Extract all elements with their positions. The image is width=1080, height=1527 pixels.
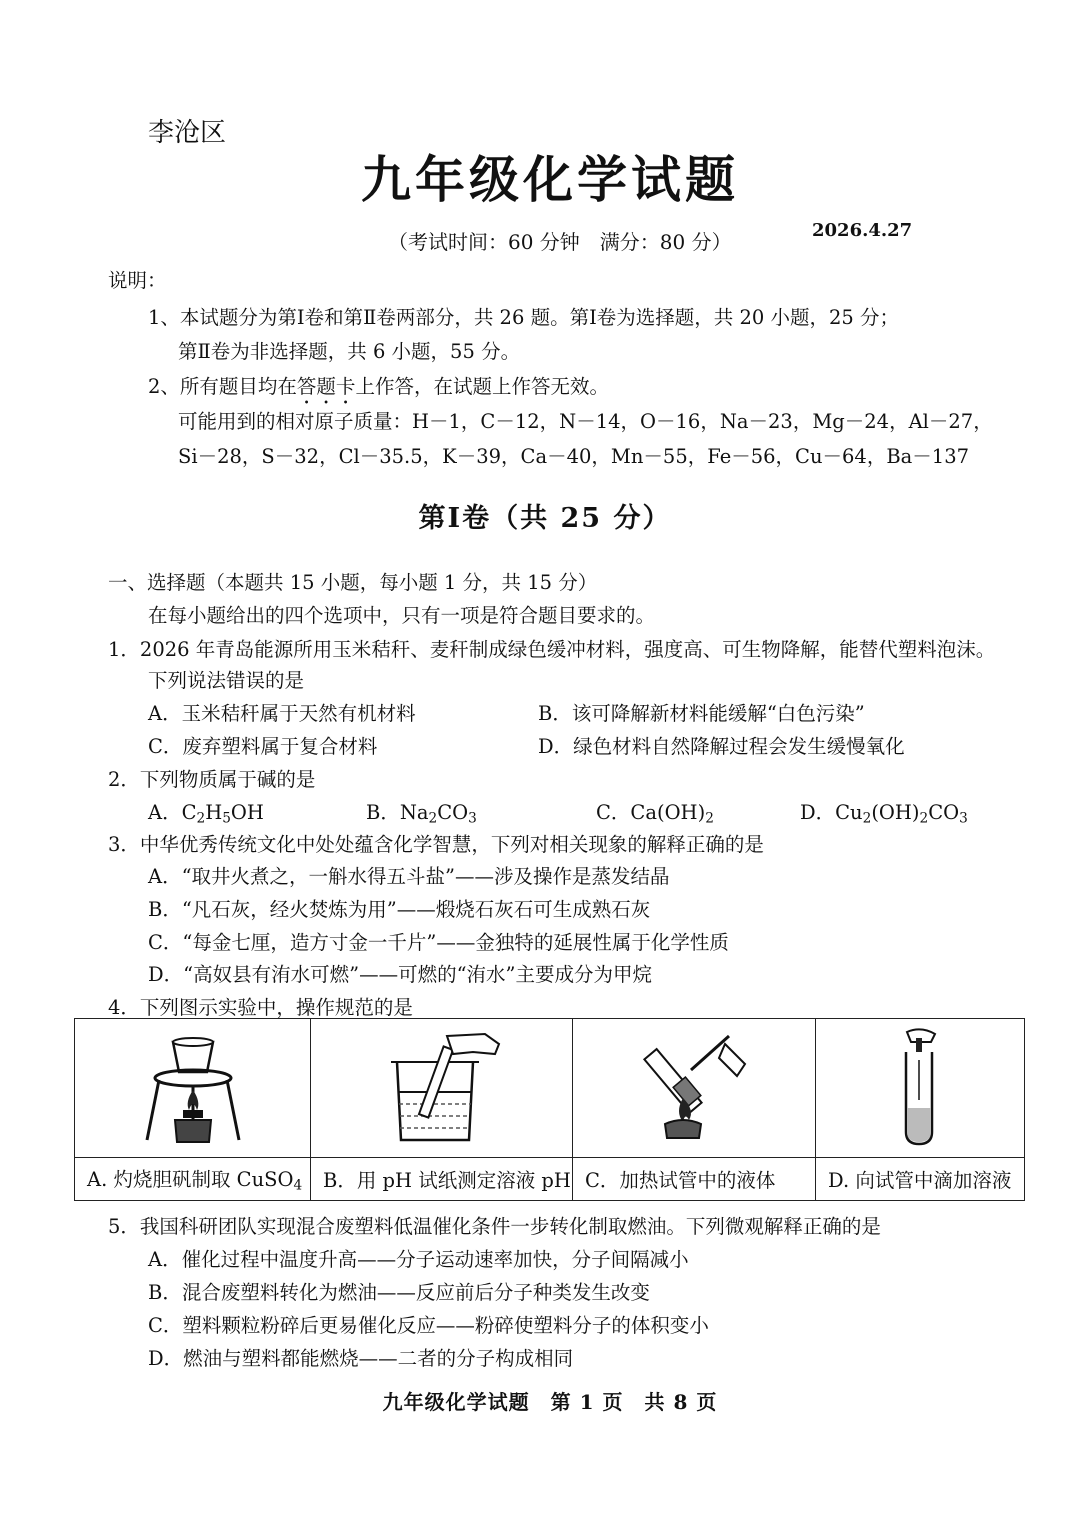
q1-option-b: B．该可降解新材料能缓解“白色污染” bbox=[538, 702, 865, 725]
q4-figure-d-cell bbox=[816, 1019, 1025, 1158]
q3-option-b: B．“凡石灰，经火焚炼为用”——煅烧石灰石可生成熟石灰 bbox=[148, 898, 651, 921]
q4-figure-a-cell bbox=[75, 1019, 311, 1158]
q3-stem: 3．中华优秀传统文化中处处蕴含化学智慧，下列对相关现象的解释正确的是 bbox=[108, 833, 764, 856]
page-footer: 九年级化学试题 第 1 页 共 8 页 bbox=[382, 1390, 718, 1414]
q1-option-d: D．绿色材料自然降解过程会发生缓慢氧化 bbox=[538, 735, 905, 758]
part-note: 在每小题给出的四个选项中，只有一项是符合题目要求的。 bbox=[148, 604, 656, 627]
q4-figure-c-cell bbox=[573, 1019, 816, 1158]
q4-figure-table bbox=[74, 1018, 1025, 1201]
q3-option-d: D．“高奴县有洧水可燃”——可燃的“洧水”主要成分为甲烷 bbox=[148, 963, 653, 986]
beaker-ph-paper-icon bbox=[377, 1028, 507, 1148]
q5-option-a: A．催化过程中温度升高——分子运动速率加快，分子间隔减小 bbox=[148, 1248, 689, 1271]
q4-caption-d: D. 向试管中滴加溶液 bbox=[816, 1158, 1025, 1201]
instruction-2-part-a: 2、所有题目均在 bbox=[148, 375, 297, 398]
q5-option-d: D．燃油与塑料都能燃烧——二者的分子构成相同 bbox=[148, 1347, 574, 1370]
q4-caption-c: C．加热试管中的液体 bbox=[573, 1158, 816, 1201]
q5-stem: 5．我国科研团队实现混合废塑料低温催化条件一步转化制取燃油。下列微观解释正确的是 bbox=[108, 1215, 881, 1238]
q1-stem-line1: 1．2026 年青岛能源所用玉米秸秆、麦秆制成绿色缓冲材料，强度高、可生物降解，能替代塑料泡沫。 bbox=[108, 638, 996, 661]
q2-option-a: A．$C_2H_5OH$ bbox=[148, 801, 264, 827]
instruction-2 bbox=[148, 371, 609, 409]
instruction-2-part-c: 上作答，在试题上作答无效。 bbox=[355, 375, 609, 398]
q1-stem-line2: 下列说法错误的是 bbox=[148, 669, 305, 692]
instructions-label: 说明： bbox=[108, 269, 167, 292]
q5-option-b: B．混合废塑料转化为燃油——反应前后分子种类发生改变 bbox=[148, 1281, 650, 1304]
atomic-masses-line1: 可能用到的相对原子质量：H－1，C－12，N－14，O－16，Na－23，Mg－24，Al－27， bbox=[178, 410, 993, 433]
exam-date: 2026.4.27 bbox=[812, 220, 913, 241]
q1-option-a: A．玉米秸秆属于天然有机材料 bbox=[148, 702, 416, 725]
q4-caption-b: B．用 pH 试纸测定溶液 pH bbox=[311, 1158, 573, 1201]
instruction-1-line1: 1、本试题分为第Ⅰ卷和第Ⅱ卷两部分，共 26 题。第Ⅰ卷为选择题，共 20 小题，25 分； bbox=[148, 306, 899, 329]
q5-option-c: C．塑料颗粒粉碎后更易催化反应——粉碎使塑料分子的体积变小 bbox=[148, 1314, 709, 1337]
q2-option-c: C．$Ca(OH)_2$ bbox=[596, 801, 714, 827]
tripod-crucible-icon bbox=[133, 1028, 253, 1148]
q1-option-c: C．废弃塑料属于复合材料 bbox=[148, 735, 378, 758]
instruction-1-line2: 第Ⅱ卷为非选择题，共 6 小题，55 分。 bbox=[178, 340, 521, 363]
section-title: 第Ⅰ卷（共 25 分） bbox=[418, 503, 672, 534]
q4-stem: 4．下列图示实验中，操作规范的是 bbox=[108, 996, 413, 1019]
district-label: 李沧区 bbox=[148, 118, 227, 148]
q4-figure-b-cell bbox=[311, 1019, 573, 1158]
exam-info: （考试时间：60 分钟 满分：80 分） bbox=[388, 230, 732, 254]
atomic-masses-line2: Si－28，S－32，Cl－35.5，K－39，Ca－40，Mn－55，Fe－56，Cu－64，Ba－137 bbox=[178, 445, 970, 468]
dropper-test-tube-icon bbox=[865, 1028, 975, 1148]
q3-option-a: A．“取井火煮之，一斛水得五斗盐”——涉及操作是蒸发结晶 bbox=[148, 865, 670, 888]
q2-option-b: B．$Na_2CO_3$ bbox=[366, 801, 477, 827]
part-heading: 一、选择题（本题共 15 小题，每小题 1 分，共 15 分） bbox=[108, 571, 598, 594]
heating-test-tube-icon bbox=[629, 1028, 759, 1148]
q2-option-d: D．$Cu_2(OH)_2CO_3$ bbox=[800, 801, 968, 827]
exam-title: 九年级化学试题 bbox=[361, 150, 739, 209]
instruction-2-answer-card: 答题卡 bbox=[296, 375, 356, 398]
q2-stem: 2．下列物质属于碱的是 bbox=[108, 768, 316, 791]
q3-option-c: C．“每金七厘，造方寸金一千片”——金独特的延展性属于化学性质 bbox=[148, 931, 729, 954]
q4-caption-a: A. 灼烧胆矾制取 CuSO$_4$ bbox=[75, 1158, 311, 1201]
